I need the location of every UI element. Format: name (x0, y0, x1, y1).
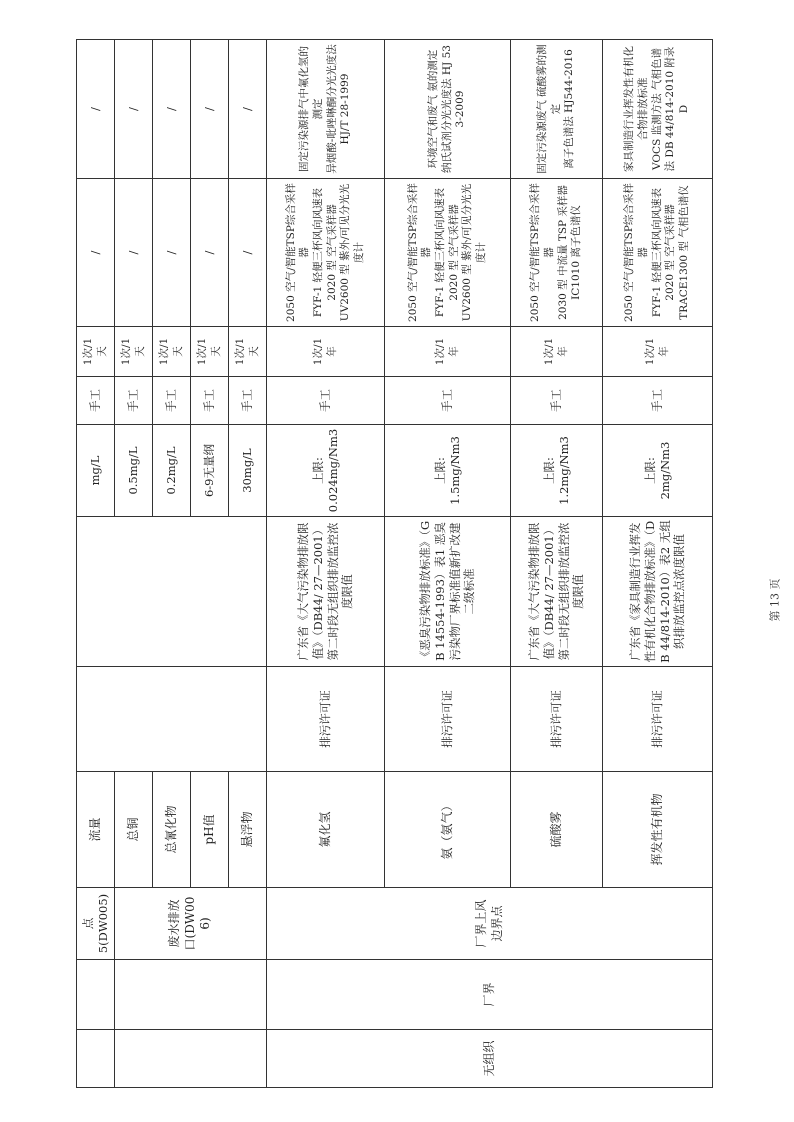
std-cell-water (77, 517, 267, 667)
limit-cell: 6-9无量纲 (191, 425, 229, 517)
mode-cell: 手工 (77, 377, 115, 425)
item-cell: 硫酸雾 (511, 772, 603, 888)
mode-cell: 手工 (115, 377, 153, 425)
freq-cell: 1次/1 天 (229, 327, 267, 377)
basis-cell-water (77, 667, 267, 772)
freq-cell: 1次/1 天 (153, 327, 191, 377)
point-dw006-cell: 废水排放 口(DW006) (115, 888, 267, 960)
instr-cell: / (77, 179, 115, 327)
freq-cell: 1次/1 天 (77, 327, 115, 377)
method-cell: / (77, 40, 115, 179)
mode-cell: 手工 (603, 377, 713, 425)
mode-cell: 手工 (511, 377, 603, 425)
mode-cell: 手工 (153, 377, 191, 425)
cat-cell-top (77, 1030, 115, 1088)
limit-cell: 上限: 1.5mg/Nm3 (385, 425, 511, 517)
method-cell: / (191, 40, 229, 179)
item-cell: 总铜 (115, 772, 153, 888)
instr-cell: 2050 空气/智能TSP综合采样器 FYF-1 轻便三杯风向风速表 2020 型 空气采样器 UV2600 型 紫外/可见分光光度计 (385, 179, 511, 327)
limit-cell: 上限: 1.2mg/Nm3 (511, 425, 603, 517)
item-cell: 总氰化物 (153, 772, 191, 888)
item-cell: pH值 (191, 772, 229, 888)
basis-cell: 排污许可证 (511, 667, 603, 772)
instr-cell: 2050 空气/智能TSP综合采样器 FYF-1 轻便三杯风向风速表 2020 型 空气采样器 TRACE1300 型 气相色谱仪 (603, 179, 713, 327)
site-cell: 厂界 (267, 960, 713, 1030)
freq-cell: 1次/1 年 (603, 327, 713, 377)
method-cell: / (153, 40, 191, 179)
instr-cell: / (229, 179, 267, 327)
limit-cell: 上限: 2mg/Nm3 (603, 425, 713, 517)
category-cell: 无组织 (267, 1030, 713, 1088)
item-cell: 悬浮物 (229, 772, 267, 888)
freq-cell: 1次/1 年 (267, 327, 385, 377)
instr-cell: 2050 空气/智能TSP综合采样器 2030 型 中流量 TSP 采样器 IC1010 离子色谱仪 (511, 179, 603, 327)
instr-cell: 2050 空气/智能TSP综合采样器 FYF-1 轻便三杯风向风速表 2020 型 空气采样器 UV2600 型 紫外/可见分光光度计 (267, 179, 385, 327)
freq-cell: 1次/1 天 (115, 327, 153, 377)
page-number: 第 13 页 (768, 578, 782, 622)
method-cell: 环境空气和废气 氨的测定 纳氏试剂分光光度法 HJ 533-2009 (385, 40, 511, 179)
item-cell: 氟化氢 (267, 772, 385, 888)
cat-cell-water (115, 1030, 267, 1088)
limit-cell: 30mg/L (229, 425, 267, 517)
basis-cell: 排污许可证 (603, 667, 713, 772)
std-cell: 广东省《家具制造行业挥发性有机化合物排放标准》（DB 44/814-2010）表2 无组织排放监控点浓度限值 (603, 517, 713, 667)
mode-cell: 手工 (191, 377, 229, 425)
method-cell: / (115, 40, 153, 179)
rotated-table-container (76, 40, 712, 1088)
std-cell: 广东省《大气污染物排放限值》（DB44/ 27—2001）第二时段无组织排放监控浓度限值 (511, 517, 603, 667)
item-cell: 挥发性有机物 (603, 772, 713, 888)
site-cell-top (77, 960, 115, 1030)
item-cell: 流量 (77, 772, 115, 888)
instr-cell: / (191, 179, 229, 327)
limit-cell: mg/L (77, 425, 115, 517)
method-cell: 固定污染源废气 硫酸雾的测定 离子色谱法 HJ544-2016 (511, 40, 603, 179)
freq-cell: 1次/1 天 (191, 327, 229, 377)
site-cell-water (115, 960, 267, 1030)
std-cell: 《恶臭污染物排放标准》（GB 14554-1993）表1 恶臭污染物厂界标准值新扩改建二级标准 (385, 517, 511, 667)
basis-cell: 排污许可证 (267, 667, 385, 772)
basis-cell: 排污许可证 (385, 667, 511, 772)
limit-cell: 上限: 0.024mg/Nm3 (267, 425, 385, 517)
limit-cell: 0.2mg/L (153, 425, 191, 517)
std-cell: 广东省《大气污染物排放限值》（DB44/ 27—2001）第二时段无组织排放监控浓度限值 (267, 517, 385, 667)
instr-cell: / (153, 179, 191, 327)
instr-cell: / (115, 179, 153, 327)
mode-cell: 手工 (267, 377, 385, 425)
point-wind-cell: 厂界上风 边界点 (267, 888, 713, 960)
method-cell: 家具制造行业挥发性有机化合物排放标准 VOCS 监测方法 气相色谱法 DB 44/814-2010 附录D (603, 40, 713, 179)
method-cell: / (229, 40, 267, 179)
freq-cell: 1次/1 年 (385, 327, 511, 377)
freq-cell: 1次/1 年 (511, 327, 603, 377)
mode-cell: 手工 (385, 377, 511, 425)
mode-cell: 手工 (229, 377, 267, 425)
monitoring-table (76, 39, 713, 1088)
limit-cell: 0.5mg/L (115, 425, 153, 517)
point-cell-top: 点 5(DW005) (77, 888, 115, 960)
method-cell: 固定污染源排气中氟化氢的测定 异烟酸-吡唑啉酮分光光度法 HJ/T 28-1999 (267, 40, 385, 179)
item-cell: 氨（氨气） (385, 772, 511, 888)
